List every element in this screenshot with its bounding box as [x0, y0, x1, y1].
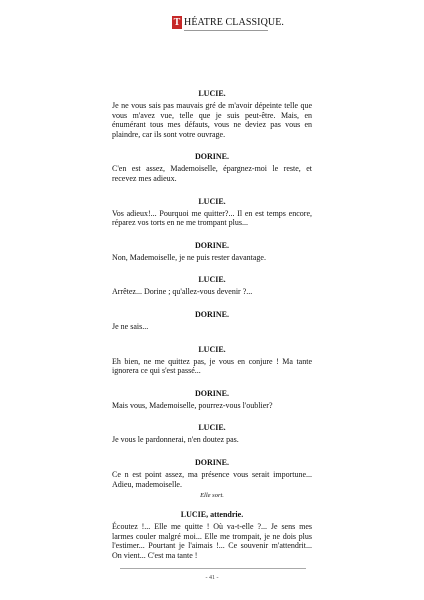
speaker-name: LUCIE. [198, 275, 226, 285]
header-rule [184, 30, 268, 31]
speech-text: Écoutez !... Elle me quitte ! Où va-t-elle ?... Je sens mes larmes couler malgré moi... Elle me trompait, je ne dois plus l'estimer... Pourtant je l'aimais !... Ce souvenir m'attendrit... On vient... C'est ma tante ! [112, 522, 312, 560]
speaker-name: DORINE. [194, 152, 229, 162]
speech-text: Arrêtez... Dorine ; qu'allez-vous devenir ?... [112, 287, 253, 297]
speaker-name: DORINE. [194, 240, 229, 250]
speech-text: Eh bien, ne me quittez pas, je vous en conjure ! Ma tante ignorera ce qui s'est passé... [112, 356, 312, 376]
page-number: - 41 - [205, 575, 219, 581]
speech-text: Je vous le pardonnerai, n'en doutez pas. [112, 435, 239, 445]
theatre-logo: T [173, 17, 181, 28]
speaker-name: LUCIE. [198, 344, 226, 354]
speech-text: Ce n est point assez, ma présence vous serait importune... Adieu, mademoiselle. [112, 469, 312, 489]
speech-text: Je ne sais... [112, 321, 149, 331]
speech-text: Vos adieux!... Pourquoi me quitter?... Il en est temps encore, réparez vos torts en ne me trompant plus... [112, 208, 312, 228]
speaker-name: DORINE. [194, 309, 229, 319]
speaker-name: LUCIE. [198, 89, 226, 98]
speech-text: C'en est assez, Mademoiselle, épargnez-moi le reste, et recevez mes adieux. [112, 164, 312, 183]
speaker-name: LUCIE. [198, 196, 226, 206]
stage-direction: Elle sort. [200, 492, 224, 500]
site-name: HÉATRE CLASSIQUE. [184, 17, 285, 28]
speaker-name: LUCIE. [198, 423, 226, 433]
speech-text: Mais vous, Mademoiselle, pourrez-vous l'oublier? [112, 400, 273, 410]
speaker-name: DORINE. [194, 457, 229, 467]
speech-text: Je ne vous sais pas mauvais gré de m'avoir dépeinte telle que vous m'avez vue, telle que je suis peut-être. Mais, en énumérant tous mes défauts, vous ne deviez pas vous en plaindre, car ils sont votre ouvrage. [112, 101, 312, 139]
speaker-name: LUCIE, attendrie. [180, 510, 244, 520]
play-text [112, 89, 312, 573]
speaker-name: DORINE. [194, 388, 229, 398]
footer-rule [120, 568, 306, 569]
page-header [172, 15, 285, 31]
speech-text: Non, Mademoiselle, je ne puis rester davantage. [112, 252, 266, 262]
